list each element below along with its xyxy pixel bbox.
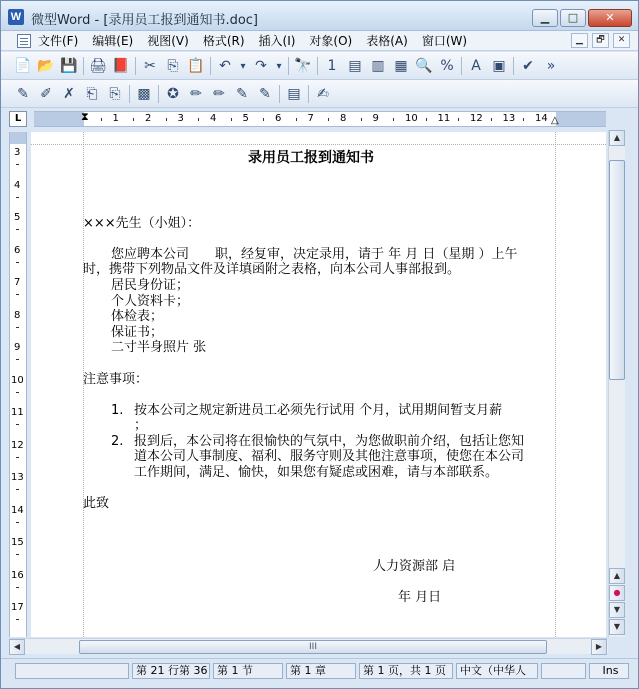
date-line: 年 月日 (398, 590, 442, 605)
ruler-tick (16, 197, 19, 198)
ruler-number: 2 (145, 113, 152, 124)
copy-object-icon[interactable]: ⎗ (86, 86, 98, 102)
page-number-icon[interactable]: 1 (327, 58, 337, 74)
right-indent-marker[interactable]: △ (551, 115, 559, 126)
dropdown-icon[interactable]: ▾ (276, 60, 282, 72)
more-icon[interactable]: » (546, 58, 556, 74)
menu-view[interactable]: 视图(V) (147, 34, 189, 48)
browse-object-button[interactable]: ● (609, 585, 625, 601)
list-item: 个人资料卡； (111, 294, 190, 309)
doc-minimize-button[interactable]: ▁ (571, 33, 588, 48)
window-title: 微型Word - [录用员工报到通知书.doc] (31, 13, 258, 28)
menu-table[interactable]: 表格(A) (366, 34, 408, 48)
ruler-number: 10 (11, 374, 24, 386)
tab-stop-selector[interactable]: L (9, 111, 27, 127)
note-2-number: 2. (111, 434, 124, 449)
redo-icon[interactable]: ↷ (255, 58, 267, 74)
close-button[interactable]: ✕ (588, 9, 632, 27)
horizontal-scroll-thumb[interactable]: III (79, 640, 547, 654)
toolbar-separator (210, 57, 211, 75)
pen-green-icon[interactable]: ✏ (213, 86, 225, 102)
ruler-number: 4 (14, 179, 21, 191)
dropdown-icon[interactable]: ▾ (240, 60, 246, 72)
ruler-number: 9 (14, 342, 21, 353)
menu-format[interactable]: 格式(R) (202, 34, 245, 48)
ruler-tick (361, 118, 362, 121)
scroll-left-button[interactable]: ◀ (9, 639, 25, 655)
ruler-number: 3 (177, 113, 184, 124)
save-icon[interactable]: 💾 (60, 58, 78, 74)
menu-insert[interactable]: 插入(I) (258, 34, 296, 48)
ruler-tick (523, 118, 524, 121)
ruler-number: 13 (11, 472, 24, 483)
toolbar-separator (279, 85, 280, 103)
note-1-number: 1. (111, 403, 124, 418)
insert-object-icon[interactable]: ✎ (17, 86, 29, 102)
ruler-number: 6 (275, 113, 282, 124)
object-toolbar (1, 80, 638, 108)
ruler-tick (16, 457, 19, 458)
ruler-tick (16, 327, 19, 328)
print-icon[interactable]: 🖨 (89, 58, 107, 74)
ruler-number: 5 (14, 212, 21, 223)
edit-object-icon[interactable]: ✐ (40, 86, 52, 102)
ruler-tick (16, 294, 19, 295)
ruler-tick (458, 118, 459, 121)
menu-bar (1, 31, 638, 51)
minimize-button[interactable]: ▁ (532, 9, 558, 27)
toolbar-separator (308, 85, 309, 103)
two-page-icon[interactable]: ▦ (394, 58, 408, 74)
list-item: 居民身份证； (111, 278, 190, 293)
ruler-number: 7 (14, 277, 21, 288)
standard-toolbar (1, 52, 638, 80)
ruler-tick (16, 489, 19, 490)
cut-icon[interactable]: ✂ (144, 58, 156, 74)
pen-icon[interactable]: ✏ (190, 86, 202, 102)
paste-icon[interactable]: 📋 (187, 58, 205, 74)
ruler-tick (101, 118, 102, 121)
ruler-number: 14 (11, 504, 24, 516)
ruler-tick (328, 118, 329, 121)
salutation: ×××先生（小姐）： (83, 216, 201, 231)
ruler-tick (16, 229, 19, 230)
ruler-number: 8 (340, 113, 347, 124)
closing: 此致 (83, 496, 110, 511)
undo-icon[interactable]: ↶ (219, 58, 231, 74)
status-section: 第 1 节 (213, 663, 283, 679)
document-area[interactable] (31, 132, 606, 637)
maximize-button[interactable]: □ (560, 9, 586, 27)
ruler-row (1, 109, 638, 130)
insert-field-icon[interactable]: ▤ (348, 58, 362, 74)
open-folder-icon[interactable]: 📂 (37, 58, 55, 74)
status-page: 第 1 页，共 1 页 (359, 663, 453, 679)
ruler-tick (16, 619, 19, 620)
ruler-tick (16, 554, 19, 555)
title-bar (1, 1, 638, 31)
note-2-line-1: 报到后，本公司将在很愉快的气氛中，为您做职前介绍，包括让您知 (134, 434, 525, 449)
status-position: 第 21 行第 36 (132, 663, 210, 679)
ruler-tick (16, 392, 19, 393)
vertical-scrollbar[interactable] (608, 130, 625, 637)
ruler-number: 11 (437, 113, 451, 124)
scroll-up-button[interactable]: ▲ (609, 130, 625, 146)
ruler-number: 6 (14, 244, 21, 256)
doc-restore-button[interactable]: 🗗 (592, 33, 609, 48)
ruler-tick (231, 118, 232, 121)
ruler-tick (166, 118, 167, 121)
signature: 人力资源部 启 (373, 559, 456, 574)
doc-close-button[interactable]: ✕ (613, 33, 630, 48)
highlighter-icon[interactable]: ✪ (167, 86, 179, 102)
page-up-button[interactable]: ▲ (609, 568, 625, 584)
pdf-icon[interactable]: 📕 (112, 58, 130, 74)
ruler-tick (16, 359, 19, 360)
note-1-line-2: ； (134, 418, 148, 433)
toolbar-separator (158, 85, 159, 103)
page-layout-icon[interactable]: ▥ (371, 58, 385, 74)
menu-object[interactable]: 对象(O) (309, 34, 353, 48)
ruler-tick (16, 164, 19, 165)
ruler-tick (16, 522, 19, 523)
toolbar-separator (135, 57, 136, 75)
toolbar-separator (129, 85, 130, 103)
ruler-number: 9 (372, 113, 379, 124)
horizontal-scrollbar[interactable] (9, 638, 608, 654)
vertical-ruler[interactable] (9, 132, 27, 637)
toolbar-separator (288, 57, 289, 75)
status-bar (1, 658, 638, 688)
ruler-number: 5 (242, 113, 249, 124)
ruler-number: 7 (307, 113, 314, 124)
pen-outline-icon[interactable]: ✎ (236, 86, 248, 102)
toolbar-separator (317, 57, 318, 75)
object-properties-icon[interactable]: ▩ (137, 86, 151, 102)
ruler-number: 17 (11, 602, 24, 613)
pencil-icon[interactable]: ✎ (259, 86, 271, 102)
document-icon[interactable] (17, 34, 31, 48)
ruler-tick (296, 118, 297, 121)
find-icon[interactable]: 🔭 (294, 58, 312, 74)
ruler-number: 4 (210, 113, 217, 124)
ruler-number: 15 (11, 537, 24, 548)
spell-check-icon[interactable]: ✔ (522, 58, 534, 74)
menu-file[interactable]: 文件(F) (38, 34, 79, 48)
toolbar-separator (461, 57, 462, 75)
ruler-number: 14 (535, 113, 548, 124)
status-insert-mode[interactable]: Ins (589, 663, 629, 679)
ruler-number: 12 (470, 113, 483, 124)
status-mode (541, 663, 586, 679)
ruler-tick (16, 424, 19, 425)
status-language: 中文（中华人 (456, 663, 538, 679)
page-down-button[interactable]: ▼ (609, 602, 625, 618)
list-item: 二寸半身照片 张 (111, 340, 207, 355)
word-app-icon: W (8, 9, 24, 25)
ruler-number: 13 (502, 113, 516, 124)
comment-icon[interactable]: ✍ (317, 86, 329, 102)
vertical-scroll-thumb[interactable] (609, 160, 625, 380)
zoom-icon[interactable]: 🔍 (415, 58, 433, 74)
ruler-number: 16 (11, 569, 24, 581)
font-color-icon[interactable]: A (471, 58, 481, 74)
horizontal-ruler[interactable] (34, 111, 606, 127)
ruler-tick (16, 262, 19, 263)
ruler-tick (133, 118, 134, 121)
ruler-number: 1 (112, 113, 119, 124)
notes-icon[interactable]: ▤ (287, 86, 301, 102)
list-item: 保证书； (111, 325, 164, 340)
menu-edit[interactable]: 编辑(E) (92, 34, 134, 48)
note-2-line-3: 工作期间，满足、愉快，如果您有疑虑或困难，请与本部联系。 (134, 465, 499, 480)
ruler-number: 11 (11, 407, 24, 418)
paragraph-1-line-2: 时，携带下列物品文件及详填函附之表格，向本公司人事部报到。 (83, 262, 461, 277)
delete-object-icon[interactable]: ✗ (63, 86, 75, 102)
ruler-number: 3 (14, 147, 21, 158)
ruler-tick (491, 118, 492, 121)
ruler-number: 12 (11, 439, 24, 451)
ruler-tick (393, 118, 394, 121)
ruler-number: 8 (14, 309, 21, 321)
paragraph-1-line-1: 您应聘本公司 职，经复审，决定录用，请于 年 月 日（星期 ）上午 (111, 247, 518, 262)
toolbar-separator (513, 57, 514, 75)
note-2-line-2: 道本公司人事制度、福利、服务守则及其他注意事项，使您在本公司 (134, 449, 525, 464)
ruler-tick (198, 118, 199, 121)
status-chapter: 第 1 章 (286, 663, 356, 679)
text-format-icon[interactable]: ▣ (492, 58, 506, 74)
paste-object-icon[interactable]: ⎘ (109, 86, 121, 102)
special-symbol-icon[interactable]: % (440, 58, 454, 74)
ruler-tick (16, 587, 19, 588)
toolbar-separator (83, 57, 84, 75)
ruler-tick (426, 118, 427, 121)
document-title: 录用员工报到通知书 (248, 150, 374, 166)
menu-window[interactable]: 窗口(W) (421, 34, 468, 48)
notes-heading: 注意事项： (83, 372, 149, 387)
scroll-right-button[interactable]: ▶ (591, 639, 607, 655)
new-document-icon[interactable]: 📄 (14, 58, 32, 74)
status-message (15, 663, 129, 679)
list-item: 体检表； (111, 309, 164, 324)
ruler-number: 10 (405, 113, 418, 124)
note-1-line-1: 按本公司之规定新进员工必须先行试用 个月，试用期间暂支月薪 (134, 403, 503, 418)
copy-icon[interactable]: ⎘ (167, 58, 179, 74)
ruler-tick (263, 118, 264, 121)
left-indent-marker[interactable]: ⧗ (81, 110, 89, 123)
scroll-down-button[interactable]: ▼ (609, 619, 625, 635)
